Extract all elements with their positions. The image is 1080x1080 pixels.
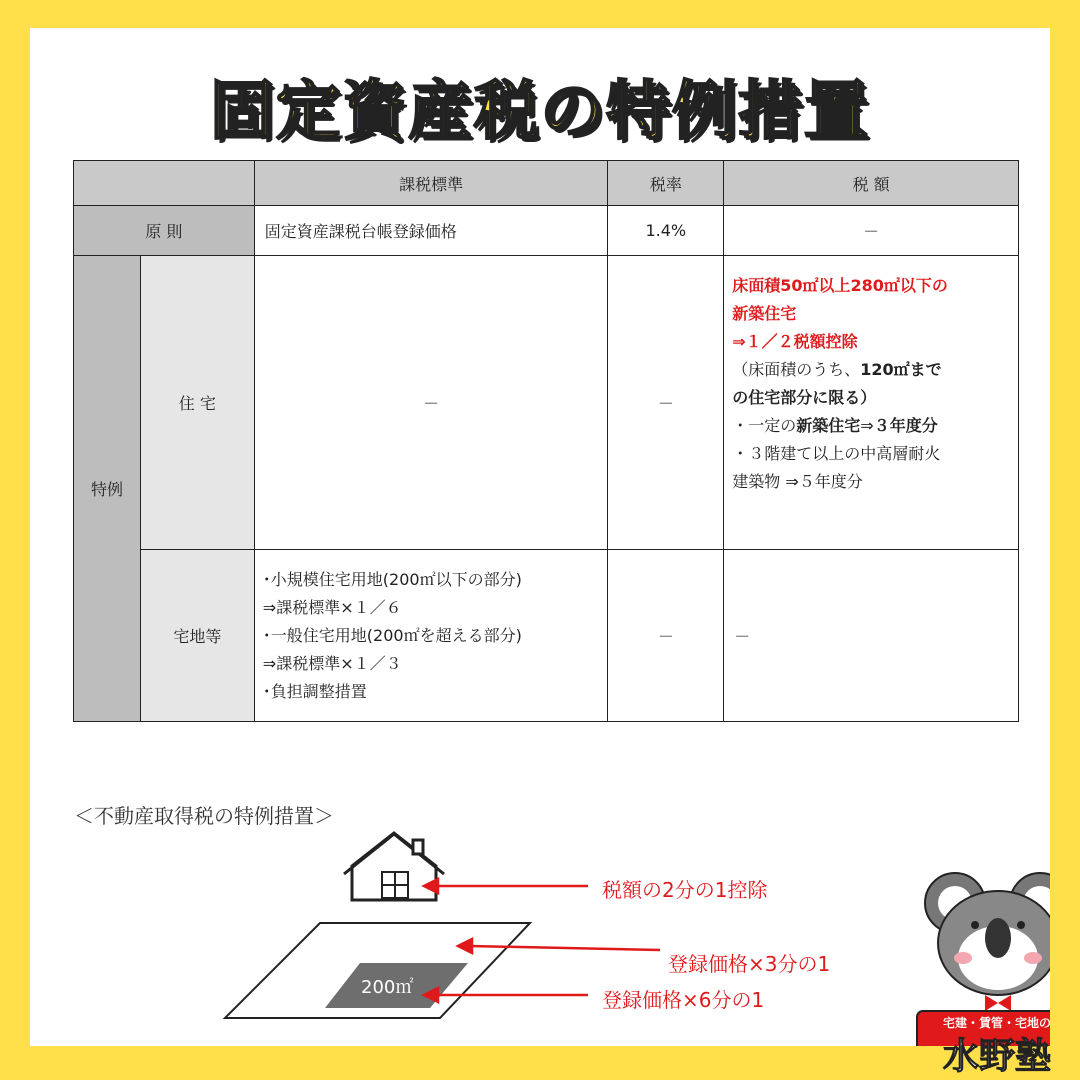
land-base-line: ･負担調整措置 bbox=[262, 681, 367, 701]
land-base-line: ⇒課税標準×１／６ bbox=[262, 597, 402, 617]
tax-text: （床面積のうち、 bbox=[732, 360, 861, 379]
tax-text: ・一定の bbox=[732, 416, 797, 435]
logo-top-text: 宅建・賃管・宅地の bbox=[942, 1016, 1051, 1030]
principle-base: 固定資産課税台帳登録価格 bbox=[254, 206, 608, 256]
header-tax: 税 額 bbox=[724, 161, 1019, 206]
acquisition-subtitle: ＜不動産取得税の特例措置＞ bbox=[74, 804, 334, 828]
arrow1-label: 税額の2分の1控除 bbox=[602, 878, 768, 902]
land-tax: － bbox=[724, 550, 1019, 722]
arrow3-label: 登録価格×6分の1 bbox=[602, 988, 765, 1012]
principle-rate: 1.4% bbox=[608, 206, 724, 256]
content-card bbox=[30, 28, 1051, 1077]
page-title: 固定資産税の特例措置 bbox=[210, 75, 870, 149]
housing-rate: － bbox=[608, 256, 724, 550]
tax-text-bold: 新築住宅 bbox=[796, 416, 861, 435]
tax-text: ⇒ bbox=[860, 416, 874, 435]
special-label: 特例 bbox=[74, 256, 141, 722]
land-base-line: ⇒課税標準×１／３ bbox=[262, 653, 402, 673]
land-base-line: ･小規模住宅用地(200㎡以下の部分) bbox=[262, 569, 522, 589]
tax-line: 新築住宅 bbox=[732, 304, 797, 323]
arrow2-label: 登録価格×3分の1 bbox=[668, 952, 831, 976]
header-rate: 税率 bbox=[608, 161, 724, 206]
tax-line: の住宅部分に限る） bbox=[732, 388, 877, 407]
header-base: 課税標準 bbox=[254, 161, 608, 206]
tax-line: 建築物 ⇒５年度分 bbox=[732, 472, 863, 491]
land-base-line: ･一般住宅用地(200㎡を超える部分) bbox=[262, 625, 522, 645]
land-rate: － bbox=[608, 550, 724, 722]
land-label: 宅地等 bbox=[140, 550, 254, 722]
tax-text-bold: 120㎡まで bbox=[860, 360, 942, 379]
principle-tax: － bbox=[724, 206, 1019, 256]
tax-line: ⇒１／２税額控除 bbox=[732, 332, 858, 351]
principle-label: 原 則 bbox=[74, 206, 255, 256]
logo-main-text: 水野塾 bbox=[942, 1036, 1051, 1077]
tax-line: 床面積50㎡以上280㎡以下の bbox=[732, 276, 948, 295]
housing-label: 住 宅 bbox=[140, 256, 254, 550]
house-icon bbox=[344, 833, 444, 900]
plot-area-label: 200㎡ bbox=[361, 977, 414, 998]
tax-line: ・３階建て以上の中高層耐火 bbox=[732, 444, 941, 463]
tax-text-bold: ３年度分 bbox=[873, 416, 938, 435]
acquisition-diagram bbox=[30, 28, 1050, 1046]
housing-base: － bbox=[254, 256, 608, 550]
